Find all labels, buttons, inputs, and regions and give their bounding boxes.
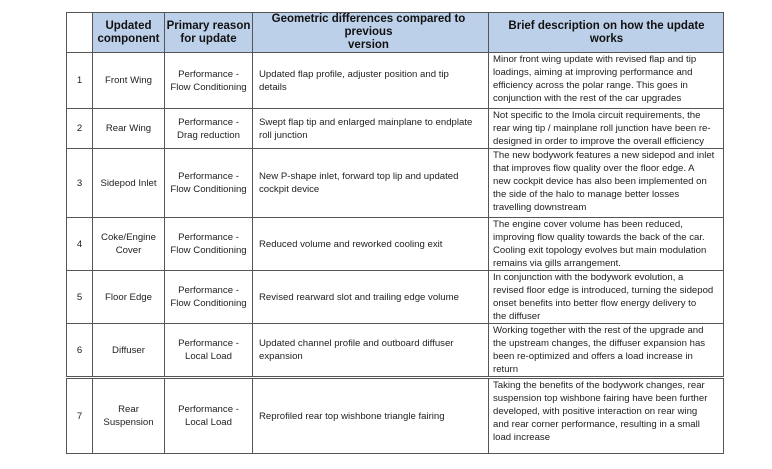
cell-text: cockpit device xyxy=(259,184,320,195)
cell-text: Performance - xyxy=(178,404,239,415)
cell-text: improving flow quality towards the back of the car. xyxy=(493,232,705,243)
geometric-differences-cell xyxy=(253,109,489,149)
cell-text: details xyxy=(259,81,287,93)
primary-reason-cell xyxy=(165,53,253,109)
cell-text: Working together with the rest of the upgrade and xyxy=(493,325,704,336)
cell-text: Local Load xyxy=(185,417,232,428)
cell-text: travelling downstream xyxy=(493,202,587,213)
updated-component-cell xyxy=(93,109,165,149)
header-text: Primary reason xyxy=(166,19,251,32)
cell-text: remains via gills arrangement. xyxy=(493,258,621,269)
geometric-differences-cell xyxy=(253,218,489,271)
cell-text: Performance - xyxy=(178,338,239,349)
cell-text: Performance - xyxy=(178,171,239,182)
cell-text: Local Load xyxy=(185,351,232,362)
row-number: 4 xyxy=(67,218,93,271)
geometric-differences-cell xyxy=(253,53,489,109)
updated-component-cell xyxy=(93,149,165,218)
table-row xyxy=(67,53,724,109)
cell-text: the side of the halo to manage better losses xyxy=(493,189,680,200)
cell-text: Drag reduction xyxy=(177,129,240,141)
cell-text: been re-optimized and offers a load increase in xyxy=(493,351,693,362)
cell-text: Minor front wing update with revised flap and tip xyxy=(493,54,697,65)
description-cell xyxy=(489,378,724,454)
cell-text: In conjunction with the bodywork evolution, a xyxy=(493,272,684,283)
table-row xyxy=(67,109,724,149)
header-text: Geometric differences compared to previous xyxy=(271,13,466,38)
header-geometric-differences xyxy=(253,13,489,53)
geometric-differences-cell xyxy=(253,324,489,378)
description-cell xyxy=(489,324,724,378)
primary-reason-cell xyxy=(165,149,253,218)
table-row xyxy=(67,271,724,324)
cell-text: rear wing tip / mainplane roll junction have been re- xyxy=(493,123,711,134)
row-number: 5 xyxy=(67,271,93,324)
updated-component-cell xyxy=(93,378,165,454)
cell-text: Performance - xyxy=(178,116,239,128)
row-number: 1 xyxy=(67,53,93,109)
cell-text: roll junction xyxy=(259,129,308,141)
row-number: 6 xyxy=(67,324,93,378)
table-row xyxy=(67,378,724,454)
cell-text: the diffuser xyxy=(493,311,541,322)
primary-reason-cell xyxy=(165,378,253,454)
cell-text: Updated flap profile, adjuster position and tip xyxy=(259,68,449,80)
cell-text: that improves flow quality over the floor edge. A xyxy=(493,163,695,174)
updated-component-cell xyxy=(93,53,165,109)
cell-text: conjunction with the rest of the car upgrades xyxy=(493,93,682,104)
header-number xyxy=(67,13,93,53)
cell-text: Updated channel profile and outboard diffuser xyxy=(259,338,454,349)
description-cell xyxy=(489,109,724,149)
updated-component-cell xyxy=(93,324,165,378)
cell-text: Swept flap tip and enlarged mainplane to endplate xyxy=(259,116,473,128)
header-text: component xyxy=(97,32,160,45)
updated-component-cell xyxy=(93,218,165,271)
header-text: Brief description on how the update works xyxy=(508,19,705,45)
header-primary-reason xyxy=(165,13,253,53)
header-text: version xyxy=(348,39,389,51)
cell-text: Flow Conditioning xyxy=(170,81,247,93)
cell-text: Coke/Engine xyxy=(101,232,156,243)
cell-text: Flow Conditioning xyxy=(170,184,247,195)
cell-text: efficiency across the polar range. This goes in xyxy=(493,80,688,91)
component-updates-table xyxy=(66,12,724,454)
cell-text: Floor Edge xyxy=(105,291,152,303)
cell-text: Performance - xyxy=(178,232,239,243)
table-row xyxy=(67,218,724,271)
cell-text: Diffuser xyxy=(112,344,145,356)
primary-reason-cell xyxy=(165,271,253,324)
header-updated-component xyxy=(93,13,165,53)
cell-text: the upstream changes, the diffuser expansion has xyxy=(493,338,706,349)
header-text: for update xyxy=(180,32,237,45)
cell-text: new cockpit device has also been implemented on xyxy=(493,176,707,187)
geometric-differences-cell xyxy=(253,271,489,324)
cell-text: New P-shape inlet, forward top lip and updated xyxy=(259,171,459,182)
cell-text: revised floor edge is introduced, turning the sidepod xyxy=(493,285,714,296)
cell-text: Taking the benefits of the bodywork changes, rear xyxy=(493,380,705,391)
primary-reason-cell xyxy=(165,324,253,378)
description-cell xyxy=(489,53,724,109)
cell-text: Cover xyxy=(115,245,142,256)
cell-text: loadings, aiming at improving performance and xyxy=(493,67,693,78)
cell-text: Performance - xyxy=(178,285,239,296)
cell-text: Not specific to the Imola circuit requirements, the xyxy=(493,110,701,121)
cell-text: Sidepod Inlet xyxy=(100,177,157,189)
header-row xyxy=(67,13,724,53)
description-cell xyxy=(489,149,724,218)
cell-text: The engine cover volume has been reduced, xyxy=(493,219,683,230)
cell-text: Cooling exit topology evolves but main modulation xyxy=(493,245,707,256)
table-row xyxy=(67,149,724,218)
geometric-differences-cell xyxy=(253,149,489,218)
cell-text: Flow Conditioning xyxy=(170,298,247,309)
updated-component-cell xyxy=(93,271,165,324)
cell-text: Reprofiled rear top wishbone triangle fairing xyxy=(259,410,445,422)
table-row xyxy=(67,324,724,378)
cell-text: load increase xyxy=(493,432,551,443)
description-cell xyxy=(489,218,724,271)
cell-text: Rear xyxy=(118,404,139,415)
cell-text: designed in order to improve the overall efficiency xyxy=(493,136,705,147)
primary-reason-cell xyxy=(165,218,253,271)
geometric-differences-cell xyxy=(253,378,489,454)
row-number: 2 xyxy=(67,109,93,149)
cell-text: developed, with positive interaction on rear wing xyxy=(493,406,698,417)
cell-text: return xyxy=(493,364,519,375)
cell-text: The new bodywork features a new sidepod and inlet xyxy=(493,150,715,161)
header-text: Updated xyxy=(105,19,152,32)
cell-text: onset benefits into better flow energy delivery to xyxy=(493,298,697,309)
header-brief-description xyxy=(489,13,724,53)
primary-reason-cell xyxy=(165,109,253,149)
cell-text: Revised rearward slot and trailing edge volume xyxy=(259,291,459,303)
row-number: 7 xyxy=(67,378,93,454)
cell-text: Suspension xyxy=(103,417,154,428)
cell-text: and rear corner performance, resulting in a small xyxy=(493,419,700,430)
cell-text: Flow Conditioning xyxy=(170,245,247,256)
cell-text: Reduced volume and reworked cooling exit xyxy=(259,238,443,250)
cell-text: Front Wing xyxy=(105,75,152,86)
description-cell xyxy=(489,271,724,324)
row-number: 3 xyxy=(67,149,93,218)
cell-text: suspension top wishbone fairing have been further xyxy=(493,393,708,404)
cell-text: Performance - xyxy=(178,68,239,80)
cell-text: Rear Wing xyxy=(105,123,152,134)
cell-text: expansion xyxy=(259,351,303,362)
